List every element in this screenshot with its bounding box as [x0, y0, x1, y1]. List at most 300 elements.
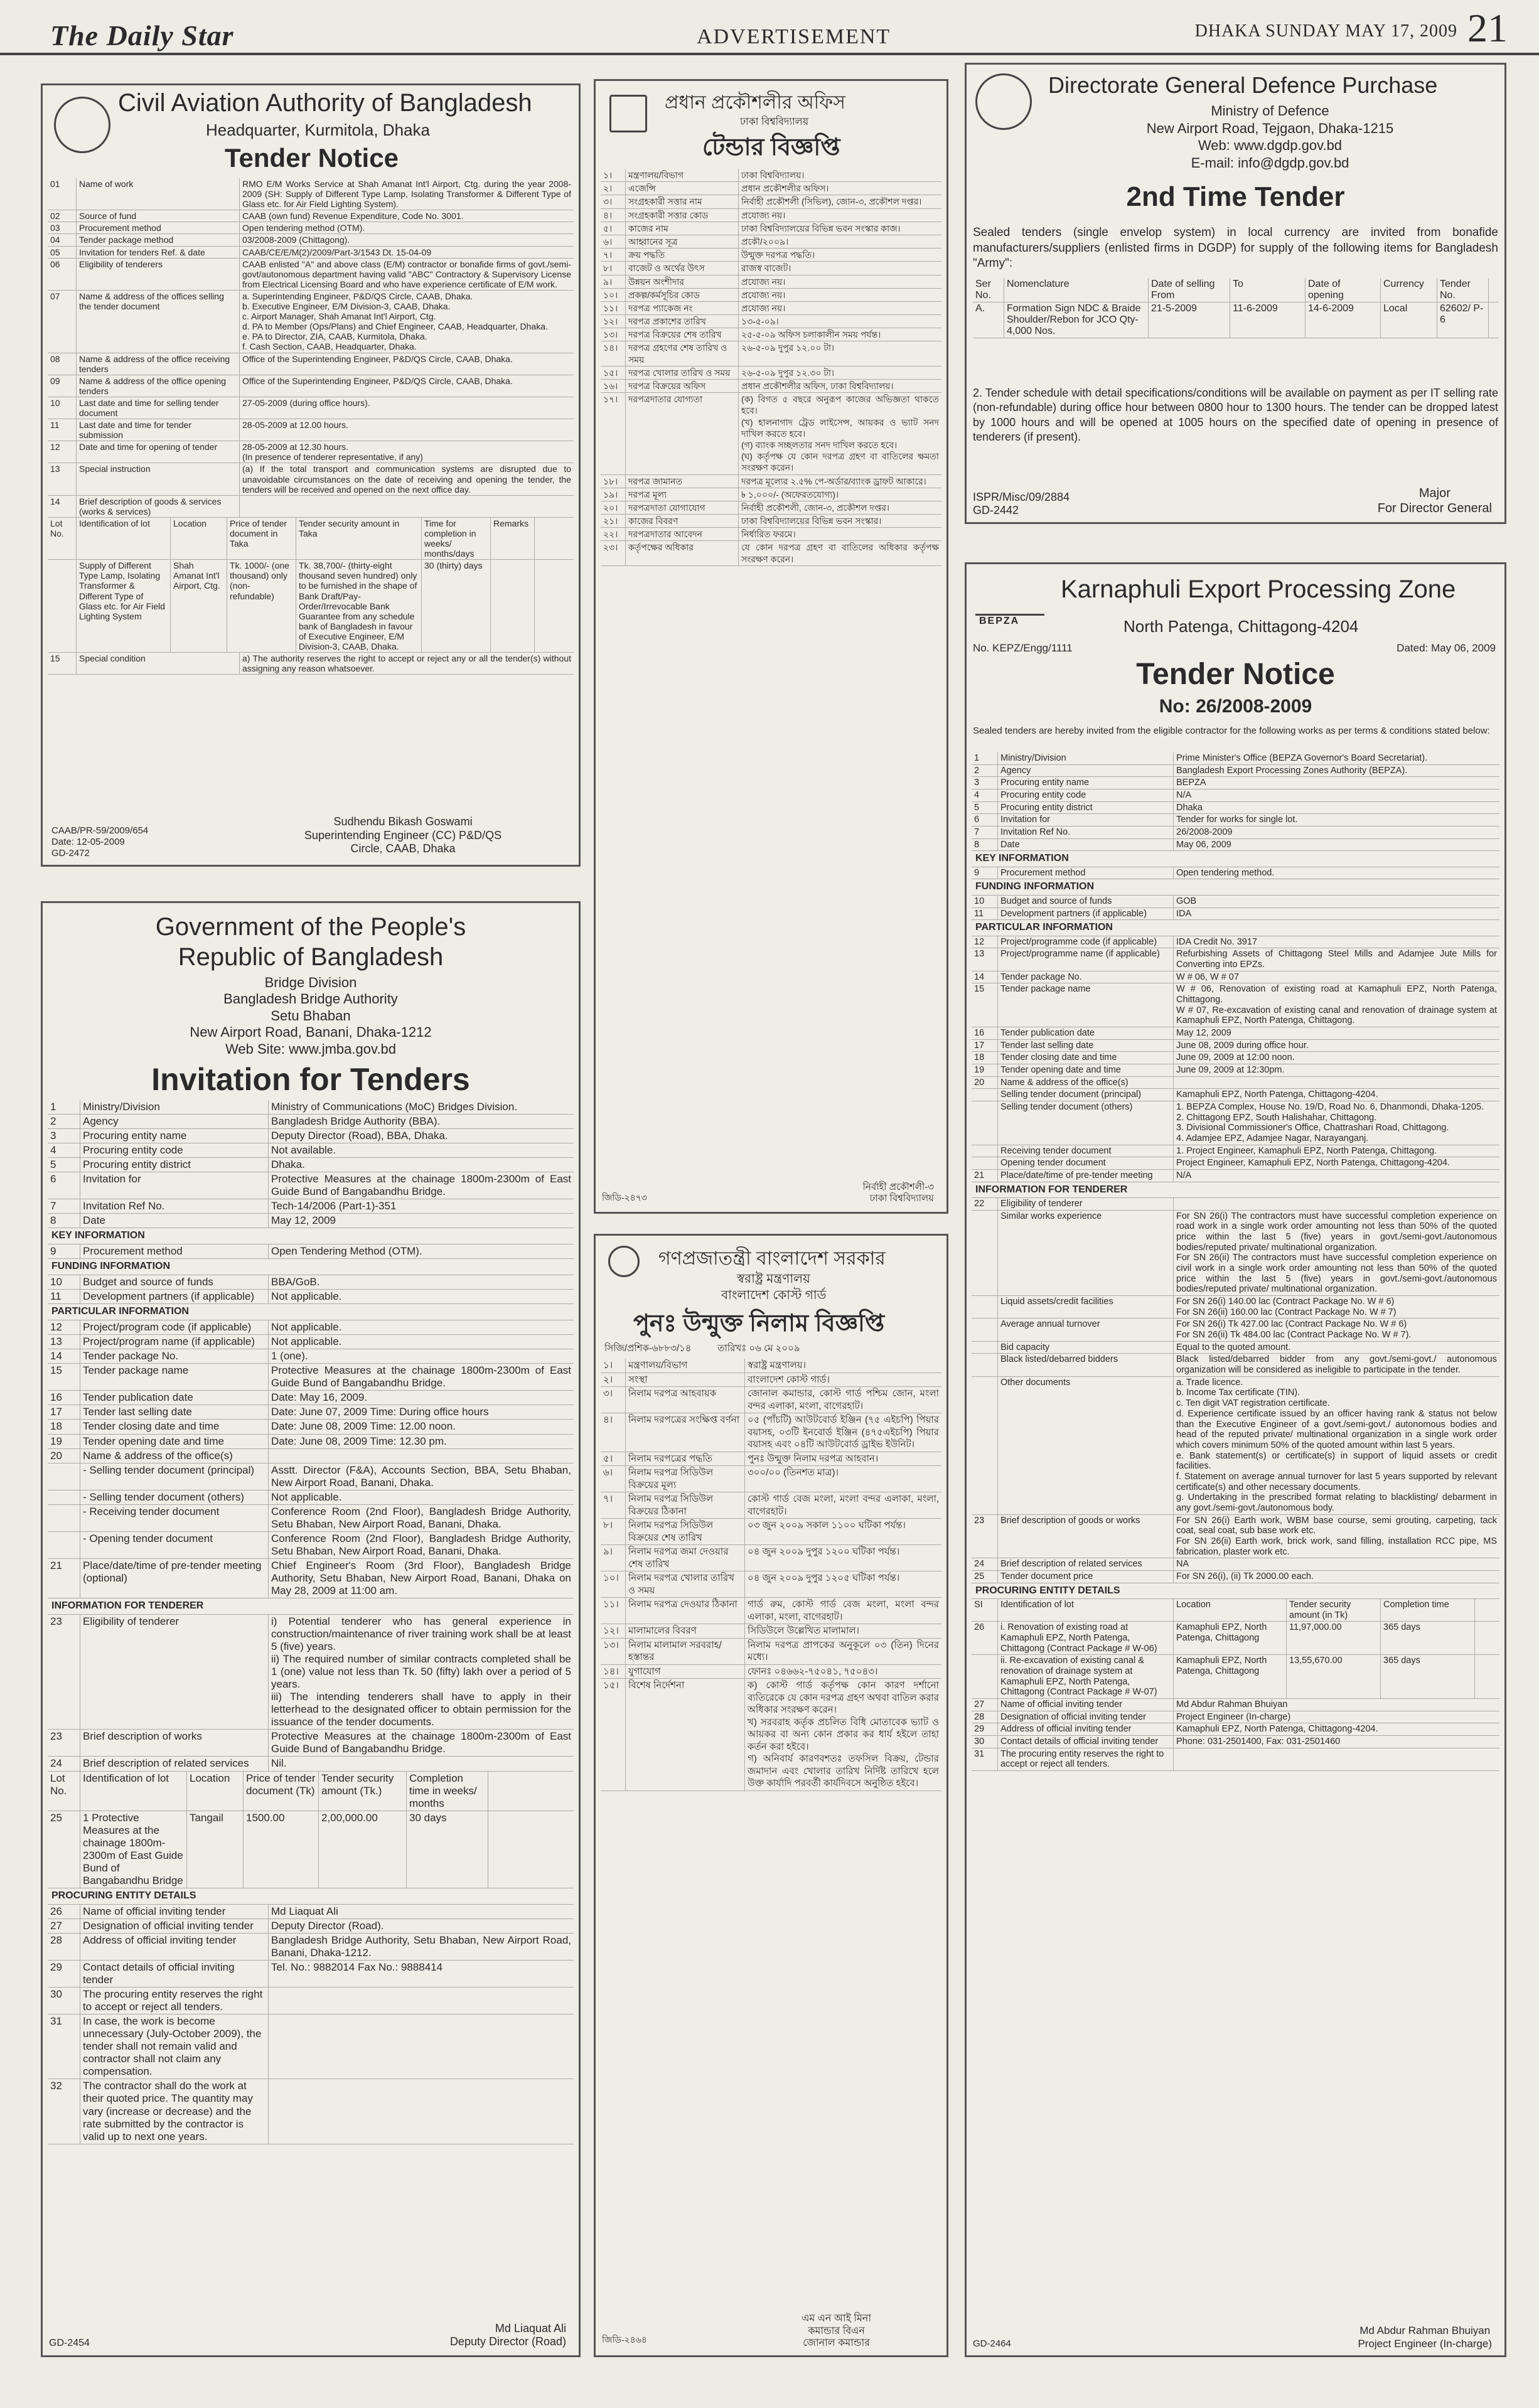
row-value: For SN 26(i) 140.00 lac (Contract Package No. W # 6) For SN 26(ii) 160.00 lac (Contract Package No. W # 7) [1176, 1297, 1397, 1317]
row-value: For SN 26(i) Earth work, WBM base course, semi grouting, carpeting, tack coat, seal coat, sub base work etc. For SN 26(ii) Earth work, brick work, sand filling, installation RCC pipe, MS fabrication, plaster work etc. [1176, 1515, 1497, 1557]
row-value: Not applicable. [271, 1290, 342, 1303]
row-value: Project Engineer, Kamaphuli EPZ, North Patenga, Chittagong-4204. [1176, 1158, 1451, 1169]
table-row [601, 367, 941, 380]
row-value: RMO E/M Works Service at Shah Amanat Int'l Airport, Ctg. during the year 2008-2009 (SH: Supply of Different Type Lamp, Isolating Transformer & Different Type of Glass etc. for Air Field Lighting System). [242, 179, 571, 210]
row-value: Not applicable. [271, 1335, 342, 1348]
row-number: 02 [48, 210, 77, 222]
row-label: দরপত্র বিক্রয়ের শেষ তারিখ [626, 328, 739, 341]
row-value: Kamaphuli EPZ, North Patenga, Chittagong-4204. [1176, 1089, 1378, 1100]
table-cell: Tender No. [1437, 278, 1489, 302]
row-value: ১৩-৫-০৯। [741, 316, 779, 327]
row-value: প্রধান প্রকৌশলীর অফিস। [741, 183, 829, 194]
dgdp-title: Directorate General Defence Purchase [1048, 72, 1438, 98]
row-value: June 09, 2009 at 12:00 noon. [1176, 1052, 1295, 1063]
table-cell: Completion time [1381, 1599, 1475, 1621]
row-number [972, 1296, 998, 1318]
row-label: Tender last selling date [998, 1040, 1174, 1052]
table-row [601, 302, 941, 315]
row-number: 04 [48, 234, 77, 245]
row-number: 09 [48, 375, 77, 397]
row-value: Equal to the quoted amount. [1176, 1342, 1291, 1352]
table-cell: 11-6-2009 [1230, 302, 1306, 338]
row-value: নির্বাহী প্রকৌশলী, জোন-৩, প্রকৌশল দপ্তর। [741, 502, 890, 513]
table-row [48, 1335, 574, 1349]
row-label: The contractor shall do the work at their quoted price. The quantity may vary (increase or decrease) and the rate submitted by the contractor is valid up to next one years. [80, 2079, 269, 2143]
row-value: প্রযোজ্য নয়। [741, 302, 786, 313]
table-row [48, 375, 574, 397]
table-cell: Price of tender document in Taka [227, 518, 296, 559]
row-label: Tender package No. [80, 1349, 269, 1363]
row-label: দরপত্রদাতা যোগাযোগ [626, 501, 739, 514]
row-label: Liquid assets/credit facilities [998, 1296, 1174, 1318]
row-label: Selling tender document (others) [998, 1101, 1174, 1145]
bn1-signer: নির্বাহী প্রকৌশলী-৩ ঢাকা বিশ্ববিদ্যালয় [862, 1182, 934, 1204]
row-number: 23 [48, 1730, 80, 1756]
row-label: Tender closing date and time [998, 1052, 1174, 1064]
table-row [972, 1711, 1499, 1724]
dgdp-tender-notice [965, 63, 1506, 524]
table-row [48, 234, 574, 246]
row-number: 14 [972, 971, 998, 983]
row-value: ২৫-৫-০৯ অফিস চলাকালীন সময় পর্যন্ত। [741, 329, 881, 340]
table-row [972, 971, 1499, 984]
row-label: Special instruction [77, 463, 240, 495]
row-number: ৪। [601, 209, 626, 222]
row-value: Asstt. Director (F&A), Accounts Section, BBA, Setu Bhaban, New Airport Road, Banani, Dhaka. [271, 1464, 571, 1489]
row-label: Tender last selling date [80, 1405, 269, 1419]
table-row [48, 1934, 574, 1961]
table-row [601, 475, 941, 488]
table-cell: Date of selling From [1149, 278, 1230, 302]
caab-tender-notice [41, 83, 581, 867]
row-value: কোস্ট গার্ড বেজ মংলা, মংলা বন্দর এলাকা, মংলা, বাগেরহাট। [748, 1494, 939, 1517]
row-value: প্রযোজ্য নয়। [741, 210, 786, 220]
dgdp-notice-heading: 2nd Time Tender [1126, 181, 1345, 212]
row-number: 30 [972, 1736, 998, 1748]
table-row [601, 341, 941, 366]
row-number: ১০। [601, 289, 626, 301]
dgdp-emblem-icon [975, 73, 1032, 130]
table-row [601, 1466, 941, 1492]
row-value: Nil. [271, 1757, 287, 1770]
row-number: 10 [48, 1275, 80, 1289]
row-number: 4 [48, 1143, 80, 1157]
row-number: 23 [48, 1615, 80, 1729]
row-number: ২। [601, 182, 626, 195]
row-label: Date and time for opening of tender [77, 441, 240, 463]
kepz-abbr: BEPZA [979, 616, 1020, 626]
row-value: Conference Room (2nd Floor), Bangladesh Bridge Authority, Setu Bhaban, New Airport Road, Banani, Dhaka. [271, 1532, 571, 1557]
table-row [972, 765, 1499, 778]
row-value: নির্বাহী প্রকৌশলী (সিভিল), জোন-৩, প্রকৌশল দপ্তর। [741, 196, 922, 207]
row-number: ১৩। [601, 1639, 626, 1664]
table-cell: 11,97,000.00 [1287, 1622, 1381, 1654]
table-cell [491, 560, 535, 652]
table-cell: Tk. 38,700/- (thirty-eight thousand seven hundred) only to be furnished in the shape of Bank Draft/Pay-Order/Irrevocable Bank Guarantee from any schedule bank of Bangladesh in favour of Executive Engineer, E/M Division-3, CAAB, Dhaka. [296, 560, 422, 652]
table-row [601, 1387, 941, 1413]
row-value: Bangladesh Bridge Authority (BBA). [271, 1115, 441, 1127]
row-value: BEPZA [1176, 778, 1206, 788]
table-row [48, 1199, 574, 1214]
lot-row [972, 1622, 1499, 1655]
row-number: ১৪। [601, 341, 626, 365]
table-row [48, 1115, 574, 1129]
row-value: Date: June 07, 2009 Time: During office hours [271, 1406, 489, 1418]
row-value: IDA Credit No. 3917 [1176, 936, 1257, 947]
table-cell: Tender security amount (in Tk) [1287, 1599, 1381, 1621]
row-label: Budget and source of funds [998, 896, 1174, 907]
lot-row [48, 560, 574, 653]
row-label: Invitation Ref No. [998, 827, 1174, 838]
row-value: দরপত্র মূল্যের ২.৫% পে-অর্ডার/ব্যাংক ড্রাফট আকারে। [741, 476, 926, 486]
table-row [48, 1214, 574, 1228]
row-number: 28 [48, 1934, 80, 1960]
row-value [1174, 1748, 1499, 1770]
section-title: ADVERTISEMENT [697, 25, 891, 48]
row-number: 18 [972, 1052, 998, 1064]
table-row [48, 463, 574, 495]
row-number: 8 [972, 839, 998, 851]
row-value: GOB [1176, 896, 1197, 906]
row-number: 29 [48, 1961, 80, 1987]
row-value [240, 496, 574, 517]
table-cell: 365 days [1381, 1622, 1475, 1654]
table-row [972, 1748, 1499, 1771]
row-number: ৬। [601, 235, 626, 248]
row-value: CAAB/CE/E/M(2)/2009/Part-3/1543 Dt. 15-04-09 [242, 247, 432, 257]
row-label: Tender opening date and time [80, 1435, 269, 1448]
row-number: 17 [972, 1040, 998, 1052]
table-row [48, 1559, 574, 1598]
caab-notice-heading: Tender Notice [225, 143, 399, 173]
row-label: নিলাম দরপত্রের পদ্ধতি [626, 1452, 745, 1466]
row-label: Invitation for tenders Ref. & date [77, 247, 240, 258]
table-row [601, 222, 941, 235]
row-value: প্রযোজ্য নয়। [741, 289, 786, 300]
table-row [48, 291, 574, 353]
row-value: May 06, 2009 [1176, 839, 1231, 850]
row-label: Contact details of official inviting tender [998, 1736, 1174, 1748]
row-label: Tender package name [998, 983, 1174, 1027]
row-number: 7 [48, 1199, 80, 1213]
table-row [972, 777, 1499, 789]
kepz-dated: Dated: May 06, 2009 [1397, 642, 1496, 654]
row-label: Tender document price [998, 1571, 1174, 1583]
caab-title: Civil Aviation Authority of Bangladesh [118, 89, 532, 117]
row-value: ঢাকা বিশ্ববিদ্যালয়ের বিভিন্ন ভবন সংস্কার কাজ। [741, 223, 901, 233]
table-row [601, 169, 941, 182]
row-value: Bangladesh Export Processing Zones Authority (BEPZA). [1176, 765, 1408, 776]
row-label: Other documents [998, 1377, 1174, 1514]
row-label: Eligibility of tenderers [77, 259, 240, 290]
table-row [48, 1615, 574, 1730]
row-label: Address of official inviting tender [998, 1723, 1174, 1735]
table-row [972, 789, 1499, 802]
table-row [48, 1532, 574, 1559]
row-label: কাজের নাম [626, 222, 739, 235]
kepz-ref-no: No. KEPZ/Engg/1111 [973, 642, 1073, 654]
row-number: 2 [48, 1115, 80, 1128]
table-row [972, 1198, 1499, 1211]
row-value [269, 1449, 574, 1463]
row-number [48, 1490, 80, 1504]
dgdp-items-table [973, 278, 1498, 338]
row-label: Designation of official inviting tender [998, 1711, 1174, 1723]
row-value: Tel. No.: 9882014 Fax No.: 9888414 [271, 1961, 443, 1973]
table-cell: Time for completion in weeks/ months/days [422, 518, 491, 559]
row-number: 13 [48, 1335, 80, 1349]
table-cell: Lot No. [48, 1772, 80, 1811]
kepz-intro: Sealed tenders are hereby invited from the eligible contractor for the following works as per terms & conditions stated below: [973, 725, 1490, 736]
row-number: 3 [972, 777, 998, 789]
table-row [48, 222, 574, 234]
bba-notice-heading: Invitation for Tenders [151, 1061, 470, 1097]
row-value: 03/2008-2009 (Chittagong). [242, 235, 350, 245]
row-number: 31 [48, 2015, 80, 2079]
kepz-title: Karnaphuli Export Processing Zone [1061, 575, 1456, 603]
row-number [972, 1089, 998, 1101]
row-label: Ministry/Division [80, 1100, 269, 1114]
row-value: Date: May 16, 2009. [271, 1391, 368, 1404]
bn2-signer: এম এন আই মিনা কমান্ডার বিএন জোনাল কমান্ডার [802, 2313, 871, 2348]
row-label: Name of work [77, 178, 240, 210]
row-value: 27-05-2009 (during office hours). [242, 397, 370, 408]
row-value: CAAB enlisted "A" and above class (E/M) contractor or bonafide firms of govt./semi-govt/autonomous department having valid "ABC" Contractory & Supervisory License from Electrical Licensing Board and who have experience certificate of E/M work. [242, 259, 571, 289]
table-cell: Price of tender document (Tk) [244, 1772, 319, 1811]
table-row [48, 1275, 574, 1290]
row-number [972, 1157, 998, 1169]
row-number: ৬। [601, 1466, 626, 1492]
row-value: Project Engineer (In-charge) [1176, 1711, 1291, 1722]
section-heading: INFORMATION FOR TENDERER [48, 1598, 574, 1615]
dgdp-note: 2. Tender schedule with detail specifications/conditions will be available on payment as per IT selling rate (non-refundable) during office hour between 0800 hour to 1300 hours. The tender can be dropped latest by 1000 hours and will be opened at 1005 hours on the specified date of opening in presence of tenderers (if present). [973, 387, 1498, 444]
row-value [269, 2015, 574, 2079]
row-label: বাজেট ও অর্থের উৎস [626, 262, 739, 274]
table-row [48, 2015, 574, 2079]
table-row [48, 1905, 574, 1919]
row-label: উন্নয়ন অংশীদার [626, 276, 739, 288]
row-label: Procuring entity code [80, 1143, 269, 1157]
table-row [48, 1143, 574, 1158]
page-number: 21 [1467, 6, 1508, 50]
row-label: Name of official inviting tender [80, 1905, 269, 1918]
row-value: ০৫ (পাঁচটি) আউটবোর্ড ইঞ্জিন (৭৫ এইচপি) পিয়ার বয়াসহ, ০৩টি ইনবোর্ড ইঞ্জিন (৪৭৫এইচপি) পিয়ার বয়াসহ এবং ০৪টি আউটবোর্ড ড্রাইভ ইউনিট। [748, 1415, 939, 1450]
table-row [601, 501, 941, 515]
row-value: a. Superintending Engineer, P&D/QS Circle, CAAB, Dhaka. b. Executive Engineer, E/M Division-3, CAAB, Dhaka. c. Airport Manager, Shah Amanat Int'l Airport, Ctg. d. PA to Member (Ops/Plans) and Chief Engineer, CAAB, Headquarter, Dhaka. e. PA to Director, ZIA, CAAB, Kurmitola, Dhaka. f. Cash Section, CAAB, Headquarter, Dhaka. [242, 291, 548, 352]
row-label: Brief description of related services [80, 1757, 269, 1770]
row-value: 26/2008-2009 [1176, 827, 1233, 838]
row-label: Name & address of the office receiving tenders [77, 353, 240, 375]
table-cell: To [1230, 278, 1306, 302]
row-value: প্রযোজ্য নয়। [741, 276, 786, 287]
row-label: Tender opening date and time [998, 1064, 1174, 1076]
row-number: 15 [48, 1364, 80, 1390]
row-number: ২। [601, 1373, 626, 1387]
table-row [48, 441, 574, 463]
row-value: যে কোন দরপত্র গ্রহণ বা বাতিলের অধিকার কর্তৃপক্ষ সংরক্ষণ করেন। [741, 542, 939, 564]
row-label: মন্ত্রণালয়/বিভাগ [626, 1359, 745, 1373]
row-label: Name & address of the office opening tenders [77, 375, 240, 397]
row-number: ৮। [601, 1519, 626, 1544]
bn2-table [601, 1359, 941, 1791]
table-row [972, 827, 1499, 839]
row-number: 08 [48, 353, 77, 375]
row-label: Selling tender document (principal) [998, 1089, 1174, 1101]
row-number: ১। [601, 1359, 626, 1373]
row-number: 07 [48, 291, 77, 353]
table-cell: Tender security amount (Tk.) [319, 1772, 407, 1811]
row-number: 24 [48, 1757, 80, 1770]
row-number: ১৫। [601, 1679, 626, 1790]
table-row [972, 1571, 1499, 1583]
table-cell: Location [1174, 1599, 1287, 1621]
table-cell: 62602/ P-6 [1437, 302, 1489, 338]
row-value: নির্ধারিত ফরমে। [741, 529, 796, 540]
row-number: 6 [972, 814, 998, 826]
row-number: ২২। [601, 528, 626, 540]
table-row [48, 1405, 574, 1420]
table-cell: Supply of Different Type Lamp, Isolating Transformer & Different Type of Glass etc. for Air Field Lighting System [77, 560, 171, 652]
table-cell: Currency [1381, 278, 1437, 302]
table-cell: Lot No. [48, 518, 77, 559]
row-label: Tender closing date and time [80, 1420, 269, 1433]
row-number: 18 [48, 1420, 80, 1433]
row-number: 30 [48, 1988, 80, 2014]
row-value: BBA/GoB. [271, 1276, 320, 1288]
row-label: Budget and source of funds [80, 1275, 269, 1289]
table-row [972, 1377, 1499, 1515]
table-row [48, 1961, 574, 1988]
row-value: 1 (one). [271, 1350, 308, 1362]
row-number: 12 [972, 936, 998, 948]
table-row [601, 235, 941, 249]
table-row [48, 1449, 574, 1464]
row-number: ১৫। [601, 367, 626, 379]
dhaka-university-tender-notice [594, 79, 948, 1214]
section-heading: PROCURING ENTITY DETAILS [972, 1583, 1499, 1599]
row-value: ০৪ জুন ২০০৯ দুপুর ১২০৫ ঘটিকা পর্যন্ত। [748, 1573, 900, 1583]
table-row [48, 1757, 574, 1771]
bn1-sub: ঢাকা বিশ্ববিদ্যালয় [740, 117, 809, 127]
bn2-refline: সিজি/প্রশিক-৬৮৮৩/১৪ তারিখঃ ০৬ মে ২০০৯ [604, 1343, 800, 1354]
dgdp-intro: Sealed tenders (single envelop system) in local currency are invited from bonafide manufacturers/suppliers (enlisted firms in DGDP) for supply of the following items for Bangladesh "Army": [973, 226, 1498, 270]
row-number: 9 [48, 1244, 80, 1258]
row-label: নিলাম দরপত্র সিডিউল বিক্রয়ের মূল্য [626, 1466, 745, 1492]
row-value: গার্ড রুম, কোস্ট গার্ড বেজ মংলা, মংলা বন্দর এলাকা, মংলা, বাগেরহাট। [748, 1599, 939, 1622]
row-label: দরপত্র মূল্য [626, 488, 739, 501]
table-cell: 21-5-2009 [1149, 302, 1230, 338]
table-row [972, 908, 1499, 921]
row-number: ৯। [601, 276, 626, 288]
row-number: 16 [972, 1027, 998, 1039]
row-value: (a) If the total transport and communication systems are disrupted due to unavoidable circumstances on the date of receiving and opening the tender, the tenders will be received and opened on the next office day. [242, 464, 571, 495]
bepza-logo-icon [975, 572, 1044, 616]
table-row [48, 259, 574, 291]
table-cell [972, 1655, 998, 1698]
section-heading: FUNDING INFORMATION [972, 879, 1499, 895]
table-cell: SI [972, 1599, 998, 1621]
table-row [601, 528, 941, 541]
row-value: ঢাকা বিশ্ববিদ্যালয়ের বিভিন্ন ভবন সংস্কার। [741, 516, 882, 527]
table-row [601, 262, 941, 275]
table-row [601, 1571, 941, 1598]
lot-header-row [48, 1772, 574, 1811]
row-value: N/A [1176, 1170, 1192, 1180]
row-number: ৩। [601, 195, 626, 208]
table-row [972, 1052, 1499, 1064]
row-label: Name & address of the offices selling the tender document [77, 291, 240, 353]
bn1-ref: জিডি-২৪৭৩ [602, 1192, 647, 1202]
items-row [973, 302, 1498, 338]
table-row [601, 1624, 941, 1639]
row-value: সিডিউলে উল্লেখিত মালামাল। [748, 1625, 859, 1636]
row-label: নিলাম দরপত্রের সংক্ষিপ্ত বর্ণনা [626, 1413, 745, 1452]
row-value: Date: June 08, 2009 Time: 12.00 noon. [271, 1420, 456, 1433]
row-label: Procurement method [77, 222, 240, 233]
table-row [972, 1101, 1499, 1145]
bn1-table [601, 169, 941, 566]
row-label: Name of official inviting tender [998, 1699, 1174, 1711]
row-value: For SN 26(i) Tk 427.00 lac (Contract Package No. W # 6) For SN 26(ii) Tk 484.00 lac (Contract Package No. W # 7). [1176, 1319, 1412, 1340]
table-cell: 13,55,670.00 [1287, 1655, 1381, 1698]
row-label: দরপত্র খোলার তারিখ ও সময় [626, 367, 739, 379]
table-cell: Identification of lot [998, 1599, 1174, 1621]
row-value: নিলাম দরপত্র প্রাপকের অনুকূলে ০৩ (তিন) দিনের মধ্যে। [748, 1639, 939, 1662]
row-label: Procuring entity name [80, 1129, 269, 1143]
table-row [601, 1359, 941, 1373]
row-number: 11 [48, 1290, 80, 1303]
row-number: 1 [48, 1100, 80, 1114]
table-row [48, 1490, 574, 1505]
row-value: Md Liaquat Ali [271, 1905, 338, 1917]
row-value: Not available. [271, 1144, 336, 1157]
table-row [48, 1988, 574, 2015]
row-value: IDA [1176, 908, 1192, 919]
row-label: নিলাম দরপত্র জমা দেওয়ার শেষ তারিখ [626, 1545, 745, 1571]
table-cell: 30 days [407, 1811, 488, 1888]
row-label: Project/program name (if applicable) [80, 1335, 269, 1349]
row-label: Bid capacity [998, 1342, 1174, 1354]
row-label: Brief description of goods or works [998, 1515, 1174, 1558]
table-row [48, 210, 574, 222]
table-row [972, 1342, 1499, 1354]
dateline: DHAKA SUNDAY MAY 17, 2009 [1194, 21, 1457, 41]
table-row [48, 1919, 574, 1934]
table-cell: Shah Amanat Int'l Airport, Ctg. [171, 560, 227, 652]
row-label: Place/date/time of pre-tender meeting (optional) [80, 1559, 269, 1598]
row-number: 25 [972, 1571, 998, 1583]
row-number: 7 [972, 827, 998, 838]
kepz-ref: GD-2464 [973, 2338, 1011, 2349]
row-number: ১৪। [601, 1665, 626, 1679]
row-number: ২৩। [601, 541, 626, 565]
table-cell: 2,00,000.00 [319, 1811, 407, 1888]
table-cell: Completion time in weeks/ months [407, 1772, 488, 1811]
table-row [972, 1736, 1499, 1748]
row-value: ৩০০/০০ (তিনশত মাত্র)। [748, 1467, 839, 1478]
row-number: 01 [48, 178, 77, 210]
table-row [601, 289, 941, 302]
row-number: 24 [972, 1558, 998, 1570]
table-cell: Date of opening [1306, 278, 1381, 302]
row-value: জোনাল কমান্ডার, কোস্ট গার্ড পশ্চিম জোন, মংলা বন্দর এলাকা, মংলা, বাগেরহাট। [748, 1388, 939, 1411]
row-number: 03 [48, 222, 77, 233]
row-number: ৩। [601, 1387, 626, 1413]
table-row [601, 315, 941, 328]
row-label: Procuring entity name [998, 777, 1174, 789]
row-number [48, 1505, 80, 1531]
row-label: মন্ত্রণালয়/বিভাগ [626, 169, 739, 181]
